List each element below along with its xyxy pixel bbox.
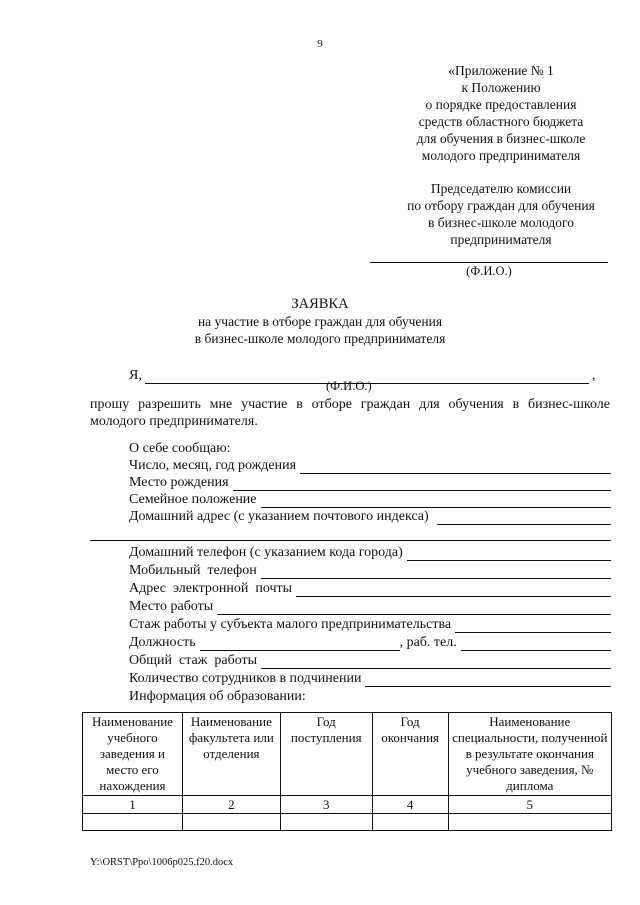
home-phone-row <box>129 544 611 561</box>
appendix-line: молодого предпринимателя <box>421 148 581 163</box>
appendix-line: «Приложение № 1 <box>448 63 554 78</box>
birth-date-label: Число, месяц, год рождения <box>129 458 297 473</box>
table-cell[interactable] <box>182 814 280 831</box>
column-header: Наименование учебного заведения и место его нахождения <box>83 713 183 796</box>
small-business-experience-row <box>129 616 611 633</box>
column-number: 5 <box>448 796 611 814</box>
mobile-phone-field[interactable] <box>261 565 611 579</box>
subordinates-row <box>129 670 611 687</box>
marital-status-label: Семейное положение <box>129 492 257 507</box>
mobile-phone-row <box>129 562 611 579</box>
subordinates-field[interactable] <box>365 673 611 687</box>
total-experience-row <box>129 652 611 669</box>
request-text: прошу разрешить мне участие в отборе граждан для обучения в бизнес-школе молодого предпринимателя. <box>90 397 610 429</box>
marital-status-field[interactable] <box>261 494 611 508</box>
subtitle-line: в бизнес-школе молодого предпринимателя <box>194 331 446 346</box>
work-phone-field[interactable] <box>461 637 611 651</box>
birth-place-row <box>129 474 611 491</box>
column-number: 1 <box>83 796 183 814</box>
applicant-suffix: , <box>591 368 596 383</box>
birth-date-row <box>129 457 611 474</box>
table-row <box>83 814 612 831</box>
birth-date-field[interactable] <box>300 460 611 474</box>
education-table-header-row <box>83 713 612 796</box>
marital-status-row <box>129 491 611 508</box>
email-field[interactable] <box>296 583 611 597</box>
column-header: Год окончания <box>372 713 448 796</box>
table-cell[interactable] <box>83 814 183 831</box>
column-header: Наименование факультета или отделения <box>182 713 280 796</box>
appendix-line: о порядке предоставления <box>425 97 577 112</box>
column-number: 3 <box>280 796 372 814</box>
column-header: Год поступления <box>280 713 372 796</box>
home-address-continuation-field[interactable] <box>90 540 611 541</box>
file-path-footer: Y:\ORST\Ppo\1006p025.f20.docx <box>90 857 234 868</box>
addressee-fio-field[interactable] <box>370 262 608 263</box>
mobile-phone-label: Мобильный телефон <box>129 563 257 578</box>
appendix-line: к Положению <box>461 80 541 95</box>
small-business-experience-field[interactable] <box>455 619 611 633</box>
email-label: Адрес электронной почты <box>129 581 293 596</box>
home-phone-field[interactable] <box>407 547 611 561</box>
document-subtitle <box>0 313 640 347</box>
table-cell[interactable] <box>280 814 372 831</box>
work-phone-label: , раб. тел. <box>399 635 457 650</box>
education-table-number-row <box>83 796 612 814</box>
total-experience-field[interactable] <box>261 655 611 669</box>
workplace-row <box>129 598 611 615</box>
appendix-line: средств областного бюджета <box>418 114 584 129</box>
column-number: 2 <box>182 796 280 814</box>
workplace-label: Место работы <box>129 599 214 614</box>
home-address-label: Домашний адрес (с указанием почтового индекса) <box>129 509 429 524</box>
workplace-field[interactable] <box>217 601 611 615</box>
education-heading: Информация об образовании: <box>129 689 306 704</box>
subordinates-label: Количество сотрудников в подчинении <box>129 671 362 686</box>
education-table <box>82 712 612 831</box>
appendix-header <box>372 62 630 164</box>
subtitle-line: на участие в отборе граждан для обучения <box>197 314 443 329</box>
applicant-prefix: Я, <box>129 368 142 383</box>
position-row <box>129 634 611 651</box>
email-row <box>129 580 611 597</box>
addressee-fio-caption: (Ф.И.О.) <box>466 264 512 278</box>
addressee-block <box>372 180 630 248</box>
addressee-line: в бизнес-школе молодого <box>428 215 574 230</box>
addressee-line: Председателю комиссии <box>430 181 572 196</box>
column-header: Наименование специальности, полученной в результате окончания учебного заведения, № диплома <box>448 713 611 796</box>
page-number: 9 <box>317 38 323 50</box>
home-address-row <box>129 508 611 525</box>
position-field[interactable] <box>200 637 400 651</box>
column-number: 4 <box>372 796 448 814</box>
birth-place-label: Место рождения <box>129 475 229 490</box>
addressee-line: по отбору граждан для обучения <box>407 198 595 213</box>
home-address-field[interactable] <box>437 511 611 525</box>
table-cell[interactable] <box>372 814 448 831</box>
small-business-experience-label: Стаж работы у субъекта малого предпринимательства <box>129 617 452 632</box>
applicant-fio-caption: (Ф.И.О.) <box>326 379 372 393</box>
addressee-line: предпринимателя <box>450 232 552 247</box>
total-experience-label: Общий стаж работы <box>129 653 258 668</box>
appendix-line: для обучения в бизнес-школе <box>416 131 586 146</box>
table-cell[interactable] <box>448 814 611 831</box>
document-title: ЗАЯВКА <box>291 296 349 312</box>
home-phone-label: Домашний телефон (с указанием кода города) <box>129 545 403 560</box>
about-heading: О себе сообщаю: <box>129 441 231 456</box>
position-label: Должность <box>129 635 196 650</box>
birth-place-field[interactable] <box>233 477 611 491</box>
